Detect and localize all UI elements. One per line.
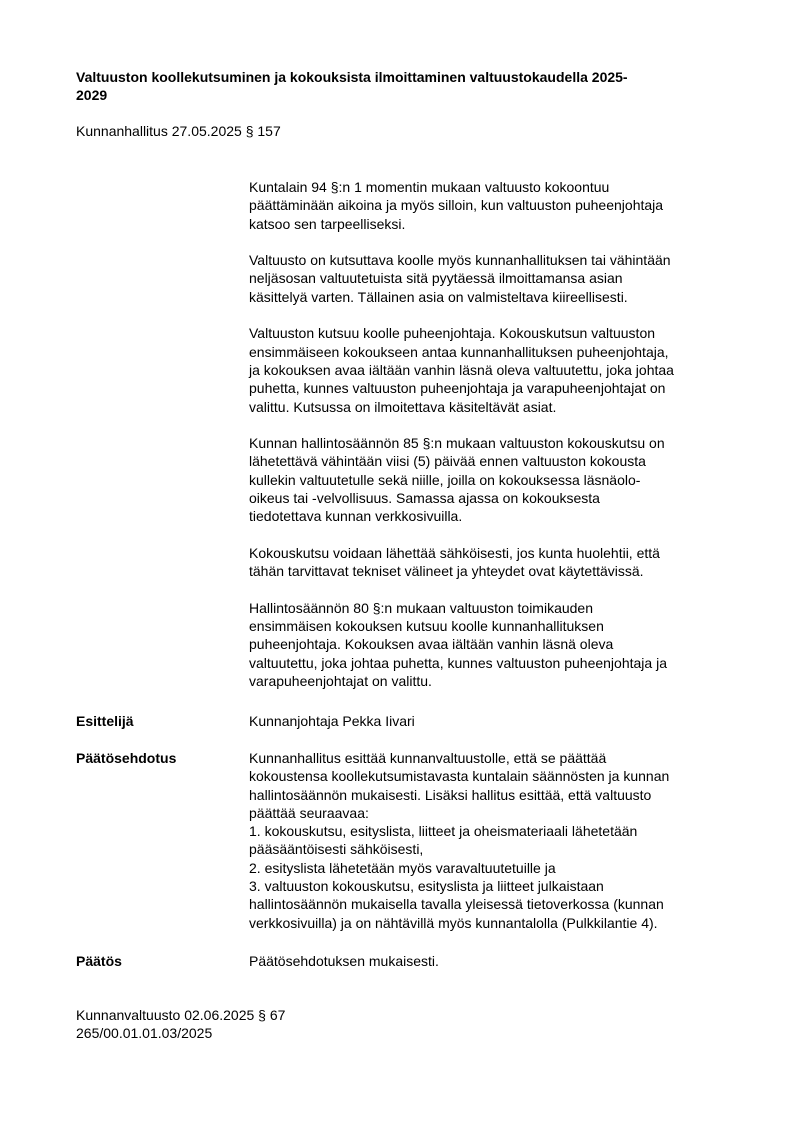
text-line: verkkosivuilla) ja on nähtävillä myös kunnantalolla (Pulkkilantie 4).	[249, 914, 658, 931]
text-line: ja kokouksen avaa iältään vanhin läsnä oleva valtuutettu, joka johtaa	[249, 361, 674, 378]
decision-label: Päätös	[76, 953, 122, 969]
decision-value: Päätösehdotuksen mukaisesti.	[249, 953, 439, 969]
text-line: tiedotettava kunnan verkkosivuilla.	[249, 508, 463, 525]
text-line: Valtuuston kutsuu koolle puheenjohtaja. Kokouskutsun valtuuston	[249, 325, 656, 342]
text-line: oikeus tai -velvollisuus. Samassa ajassa on kokouksesta	[249, 490, 600, 507]
text-line: kullekin valtuutetulle sekä niille, joilla on kokouksessa läsnäolo-	[249, 471, 641, 488]
meeting-reference: Kunnanhallitus 27.05.2025 § 157	[76, 123, 281, 139]
text-line: Kuntalain 94 §:n 1 momentin mukaan valtuusto kokoontuu	[249, 179, 610, 195]
page-title	[76, 68, 726, 105]
text-line: hallintosäännön mukaisella tavalla yleisessä tietoverkossa (kunnan	[249, 896, 664, 913]
text-line: varapuheenjohtajat on valittu.	[249, 673, 432, 690]
text-line: katsoo sen tarpeelliseksi.	[249, 215, 406, 232]
paragraph	[249, 251, 739, 306]
text-line: neljäsosan valtuutetuista sitä pyytäessä ilmoittamansa asian	[249, 270, 623, 287]
presenter-label: Esittelijä	[76, 713, 134, 729]
text-line: hallintosäännön mukaisesti. Lisäksi hallitus esittää, että valtuusto	[249, 786, 652, 803]
text-line: lähetettävä vähintään viisi (5) päivää ennen valtuuston kokousta	[249, 453, 646, 470]
footer	[76, 1006, 285, 1043]
council-reference: Kunnanvaltuusto 02.06.2025 § 67	[76, 1007, 286, 1023]
text-line: valtuutettu, joka johtaa puhetta, kunnes valtuuston puheenjohtaja ja	[249, 654, 667, 671]
paragraph	[249, 434, 739, 525]
proposal-text	[249, 749, 669, 932]
text-line: käsittelyä varten. Tällainen asia on valmisteltava kiireellisesti.	[249, 288, 628, 305]
text-line: tähän tarvittavat tekniset välineet ja yhteydet ovat käytettävissä.	[249, 563, 644, 580]
text-line: Hallintosäännön 80 §:n mukaan valtuuston toimikauden	[249, 599, 594, 616]
text-line: valittu. Kutsussa on ilmoitettava käsiteltävät asiat.	[249, 398, 557, 415]
paragraph	[249, 324, 739, 415]
text-line: 2. esityslista lähetetään myös varavaltuutetuille ja	[249, 859, 556, 876]
paragraph	[249, 544, 739, 581]
text-line: pääsääntöisesti sähköisesti,	[249, 841, 424, 858]
text-line: Valtuusto on kutsuttava koolle myös kunnanhallituksen tai vähintään	[249, 252, 671, 269]
record-id: 265/00.01.01.03/2025	[76, 1025, 213, 1042]
text-line: puhetta, kunnes valtuuston puheenjohtaja ja varapuheenjohtajat on	[249, 380, 666, 397]
text-line: päättäminään aikoina ja myös silloin, kun valtuuston puheenjohtaja	[249, 197, 664, 214]
proposal-label: Päätösehdotus	[76, 750, 177, 766]
paragraph	[249, 599, 739, 690]
text-line: 1. kokouskutsu, esityslista, liitteet ja oheismateriaali lähetetään	[249, 823, 638, 840]
title-line: Valtuuston koollekutsuminen ja kokouksista ilmoittaminen valtuustokaudella 2025-	[76, 69, 628, 85]
text-line: ensimmäisen kokouksen kutsuu koolle kunnanhallituksen	[249, 618, 604, 635]
text-line: puheenjohtaja. Kokouksen avaa iältään vanhin läsnä oleva	[249, 636, 614, 653]
background-text	[249, 178, 739, 709]
text-line: päättää seuraavaa:	[249, 804, 369, 821]
text-line: ensimmäiseen kokoukseen antaa kunnanhallituksen puheenjohtaja,	[249, 343, 669, 360]
text-line: kokoustensa koollekutsumistavasta kuntalain säännösten ja kunnan	[249, 768, 670, 785]
presenter-value: Kunnanjohtaja Pekka Iivari	[249, 713, 415, 729]
title-line: 2029	[76, 87, 108, 104]
text-line: Kokouskutsu voidaan lähettää sähköisesti, jos kunta huolehtii, että	[249, 544, 660, 561]
text-line: Kunnan hallintosäännön 85 §:n mukaan valtuuston kokouskutsu on	[249, 435, 665, 452]
text-line: 3. valtuuston kokouskutsu, esityslista ja liitteet julkaistaan	[249, 878, 604, 895]
paragraph	[249, 178, 739, 233]
text-line: Kunnanhallitus esittää kunnanvaltuustolle, että se päättää	[249, 750, 607, 766]
